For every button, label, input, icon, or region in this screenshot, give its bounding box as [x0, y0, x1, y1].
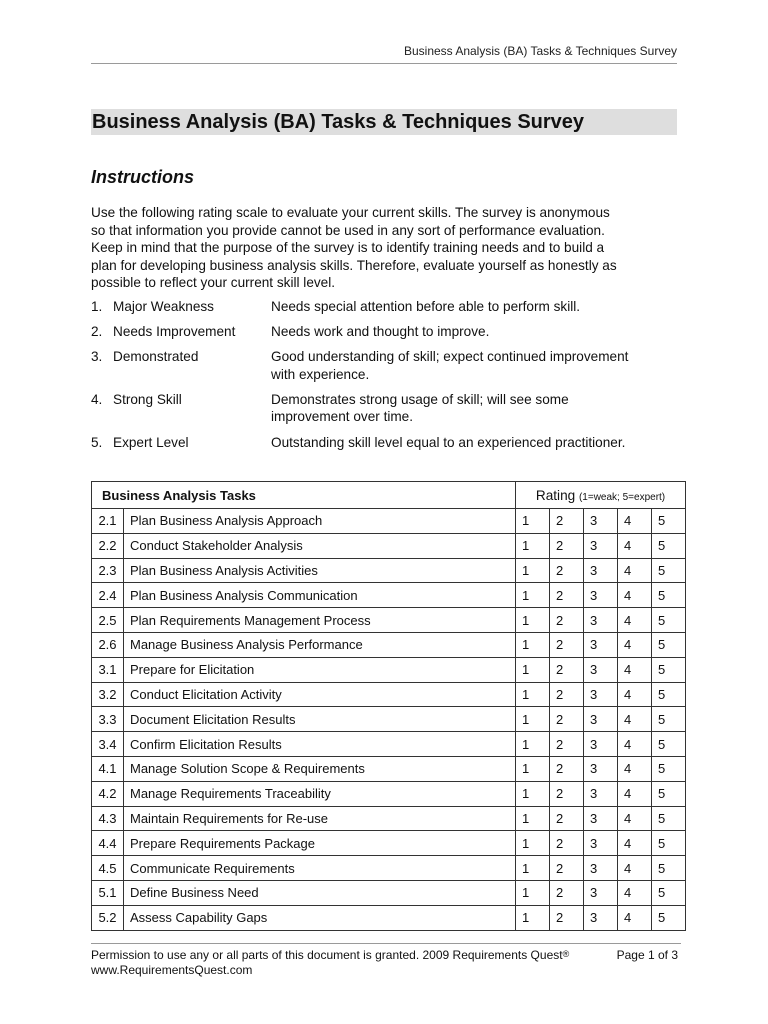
rating-option-2[interactable]: 2: [550, 756, 584, 781]
rating-option-1[interactable]: 1: [516, 608, 550, 633]
table-row: [92, 831, 686, 856]
rating-option-3[interactable]: 3: [584, 632, 618, 657]
rating-option-4[interactable]: 4: [618, 682, 652, 707]
rating-option-5[interactable]: 5: [652, 608, 686, 633]
rating-scale-list: [91, 298, 681, 459]
rating-option-2[interactable]: 2: [550, 707, 584, 732]
rating-option-2[interactable]: 2: [550, 583, 584, 608]
rating-option-2[interactable]: 2: [550, 558, 584, 583]
task-name: Define Business Need: [124, 880, 516, 905]
task-id: 4.4: [92, 831, 124, 856]
table-row: [92, 781, 686, 806]
rating-option-4[interactable]: 4: [618, 509, 652, 534]
rating-option-5[interactable]: 5: [652, 880, 686, 905]
scale-number: 1.: [91, 299, 103, 314]
rating-option-2[interactable]: 2: [550, 856, 584, 881]
task-id: 2.2: [92, 533, 124, 558]
rating-option-1[interactable]: 1: [516, 533, 550, 558]
task-id: 4.3: [92, 806, 124, 831]
task-id: 4.2: [92, 781, 124, 806]
table-row: [92, 632, 686, 657]
rating-label: Rating: [535, 487, 576, 503]
rating-option-4[interactable]: 4: [618, 558, 652, 583]
task-id: 2.3: [92, 558, 124, 583]
table-row: [92, 583, 686, 608]
task-name: Prepare Requirements Package: [124, 831, 516, 856]
rating-option-2[interactable]: 2: [550, 905, 584, 930]
website-link[interactable]: www.RequirementsQuest.com: [91, 963, 253, 977]
intro-line: plan for developing business analysis skills. Therefore, evaluate yourself as honestly as: [91, 257, 617, 273]
scale-description-line: Good understanding of skill; expect continued improvement: [271, 349, 629, 365]
rating-option-1[interactable]: 1: [516, 856, 550, 881]
rating-option-1[interactable]: 1: [516, 831, 550, 856]
rating-option-3[interactable]: 3: [584, 806, 618, 831]
rating-option-1[interactable]: 1: [516, 682, 550, 707]
table-row: [92, 707, 686, 732]
rating-option-1[interactable]: 1: [516, 657, 550, 682]
running-header: Business Analysis (BA) Tasks & Techniques Survey: [91, 44, 677, 64]
intro-line: possible to reflect your current skill level.: [91, 275, 336, 291]
scale-item: [91, 434, 681, 452]
rating-option-3[interactable]: 3: [584, 756, 618, 781]
rating-option-3[interactable]: 3: [584, 608, 618, 633]
rating-option-4[interactable]: 4: [618, 608, 652, 633]
task-id: 2.4: [92, 583, 124, 608]
rating-option-4[interactable]: 4: [618, 632, 652, 657]
scale-level: Expert Level: [113, 434, 189, 450]
rating-option-4[interactable]: 4: [618, 905, 652, 930]
rating-option-4[interactable]: 4: [618, 880, 652, 905]
task-name: Communicate Requirements: [124, 856, 516, 881]
scale-item: [91, 391, 681, 426]
rating-option-5[interactable]: 5: [652, 533, 686, 558]
rating-option-4[interactable]: 4: [618, 657, 652, 682]
rating-option-3[interactable]: 3: [584, 583, 618, 608]
scale-description: [271, 391, 681, 426]
scale-description-line: Demonstrates strong usage of skill; will see some: [271, 391, 569, 407]
rating-option-5[interactable]: 5: [652, 781, 686, 806]
table-row: [92, 856, 686, 881]
rating-option-3[interactable]: 3: [584, 558, 618, 583]
task-name: Plan Business Analysis Communication: [124, 583, 516, 608]
rating-option-2[interactable]: 2: [550, 632, 584, 657]
rating-option-5[interactable]: 5: [652, 583, 686, 608]
table-row: [92, 682, 686, 707]
scale-description-line: Needs work and thought to improve.: [271, 324, 490, 340]
rating-column-header: [516, 482, 686, 509]
rating-option-4[interactable]: 4: [618, 583, 652, 608]
rating-option-2[interactable]: 2: [550, 533, 584, 558]
rating-option-3[interactable]: 3: [584, 905, 618, 930]
rating-option-5[interactable]: 5: [652, 831, 686, 856]
intro-line: Keep in mind that the purpose of the survey is to identify training needs and to build a: [91, 240, 605, 256]
table-row: [92, 657, 686, 682]
task-id: 5.1: [92, 880, 124, 905]
rating-option-5[interactable]: 5: [652, 682, 686, 707]
intro-line: Use the following rating scale to evaluate your current skills. The survey is anonymous: [91, 205, 610, 220]
scale-description-line: Needs special attention before able to perform skill.: [271, 299, 581, 314]
rating-option-4[interactable]: 4: [618, 781, 652, 806]
rating-option-1[interactable]: 1: [516, 632, 550, 657]
scale-description: [271, 323, 681, 341]
scale-number: 5.: [91, 434, 103, 450]
rating-option-5[interactable]: 5: [652, 905, 686, 930]
page-number: Page 1 of 3: [616, 948, 678, 962]
task-id: 3.1: [92, 657, 124, 682]
task-id: 4.5: [92, 856, 124, 881]
scale-level: Strong Skill: [113, 391, 182, 407]
instructions-heading: Instructions: [91, 167, 195, 187]
table-row: [92, 756, 686, 781]
scale-description: [271, 434, 681, 452]
task-name: Manage Business Analysis Performance: [124, 632, 516, 657]
tasks-column-header: Business Analysis Tasks: [92, 482, 516, 509]
task-name: Manage Requirements Traceability: [124, 781, 516, 806]
scale-level: Demonstrated: [113, 349, 199, 365]
rating-option-2[interactable]: 2: [550, 781, 584, 806]
table-row: [92, 533, 686, 558]
rating-option-3[interactable]: 3: [584, 707, 618, 732]
rating-option-2[interactable]: 2: [550, 831, 584, 856]
task-id: 3.2: [92, 682, 124, 707]
task-name: Conduct Elicitation Activity: [124, 682, 516, 707]
intro-line: so that information you provide cannot be used in any sort of performance evaluation.: [91, 222, 605, 238]
table-row: [92, 732, 686, 757]
task-name: Assess Capability Gaps: [124, 905, 516, 930]
rating-option-5[interactable]: 5: [652, 657, 686, 682]
rating-option-2[interactable]: 2: [550, 880, 584, 905]
document-title: Business Analysis (BA) Tasks & Techniques Survey: [91, 109, 677, 135]
rating-option-5[interactable]: 5: [652, 856, 686, 881]
rating-option-4[interactable]: 4: [618, 831, 652, 856]
rating-option-4[interactable]: 4: [618, 756, 652, 781]
tasks-rating-table: [91, 481, 686, 931]
scale-level: Major Weakness: [113, 299, 214, 314]
table-row: [92, 806, 686, 831]
rating-option-4[interactable]: 4: [618, 806, 652, 831]
rating-option-5[interactable]: 5: [652, 756, 686, 781]
permission-notice: [91, 948, 569, 963]
page-footer: [91, 943, 681, 978]
task-name: Conduct Stakeholder Analysis: [124, 533, 516, 558]
task-id: 5.2: [92, 905, 124, 930]
scale-description: [271, 298, 681, 316]
rating-option-2[interactable]: 2: [550, 732, 584, 757]
rating-option-3[interactable]: 3: [584, 831, 618, 856]
rating-option-2[interactable]: 2: [550, 657, 584, 682]
rating-option-4[interactable]: 4: [618, 856, 652, 881]
rating-option-3[interactable]: 3: [584, 533, 618, 558]
rating-option-4[interactable]: 4: [618, 533, 652, 558]
instructions-paragraph: [91, 204, 687, 292]
task-id: 3.3: [92, 707, 124, 732]
task-name: Plan Requirements Management Process: [124, 608, 516, 633]
rating-option-2[interactable]: 2: [550, 608, 584, 633]
task-id: 2.5: [92, 608, 124, 633]
rating-option-2[interactable]: 2: [550, 509, 584, 534]
task-id: 2.1: [92, 509, 124, 534]
scale-number: 3.: [91, 349, 103, 365]
rating-option-4[interactable]: 4: [618, 707, 652, 732]
rating-option-1[interactable]: 1: [516, 781, 550, 806]
rating-option-1[interactable]: 1: [516, 880, 550, 905]
scale-number: 2.: [91, 324, 103, 340]
task-name: Document Elicitation Results: [124, 707, 516, 732]
task-name: Maintain Requirements for Re-use: [124, 806, 516, 831]
scale-item: [91, 323, 681, 341]
scale-item: [91, 298, 681, 316]
rating-option-5[interactable]: 5: [652, 509, 686, 534]
task-name: Manage Solution Scope & Requirements: [124, 756, 516, 781]
rating-option-3[interactable]: 3: [584, 657, 618, 682]
rating-option-3[interactable]: 3: [584, 509, 618, 534]
rating-option-1[interactable]: 1: [516, 732, 550, 757]
scale-number: 4.: [91, 391, 103, 407]
scale-description-line: with experience.: [271, 366, 370, 382]
rating-option-3[interactable]: 3: [584, 682, 618, 707]
task-id: 3.4: [92, 732, 124, 757]
rating-option-3[interactable]: 3: [584, 880, 618, 905]
table-row: [92, 608, 686, 633]
task-name: Confirm Elicitation Results: [124, 732, 516, 757]
rating-option-1[interactable]: 1: [516, 905, 550, 930]
rating-option-5[interactable]: 5: [652, 707, 686, 732]
rating-option-5[interactable]: 5: [652, 732, 686, 757]
table-row: [92, 880, 686, 905]
scale-item: [91, 348, 681, 383]
rating-option-2[interactable]: 2: [550, 682, 584, 707]
rating-option-4[interactable]: 4: [618, 732, 652, 757]
rating-option-3[interactable]: 3: [584, 781, 618, 806]
registered-mark: ®: [562, 949, 570, 959]
rating-scale-note: (1=weak; 5=expert): [578, 491, 666, 503]
task-name: Plan Business Analysis Approach: [124, 509, 516, 534]
rating-option-5[interactable]: 5: [652, 806, 686, 831]
task-id: 2.6: [92, 632, 124, 657]
rating-option-1[interactable]: 1: [516, 558, 550, 583]
task-name: Plan Business Analysis Activities: [124, 558, 516, 583]
task-name: Prepare for Elicitation: [124, 657, 516, 682]
table-header-row: [92, 482, 686, 509]
table-row: [92, 558, 686, 583]
rating-option-2[interactable]: 2: [550, 806, 584, 831]
scale-level: Needs Improvement: [113, 324, 236, 340]
permission-text: Permission to use any or all parts of this document is granted. 2009 Requirements Quest: [91, 948, 563, 962]
table-row: [92, 509, 686, 534]
rating-option-3[interactable]: 3: [584, 732, 618, 757]
table-row: [92, 905, 686, 930]
rating-option-1[interactable]: 1: [516, 756, 550, 781]
rating-option-5[interactable]: 5: [652, 558, 686, 583]
rating-option-5[interactable]: 5: [652, 632, 686, 657]
scale-description-line: Outstanding skill level equal to an experienced practitioner.: [271, 434, 626, 450]
task-id: 4.1: [92, 756, 124, 781]
rating-option-1[interactable]: 1: [516, 806, 550, 831]
rating-option-1[interactable]: 1: [516, 509, 550, 534]
rating-option-3[interactable]: 3: [584, 856, 618, 881]
scale-description: [271, 348, 681, 383]
rating-option-1[interactable]: 1: [516, 583, 550, 608]
rating-option-1[interactable]: 1: [516, 707, 550, 732]
scale-description-line: improvement over time.: [271, 409, 414, 425]
